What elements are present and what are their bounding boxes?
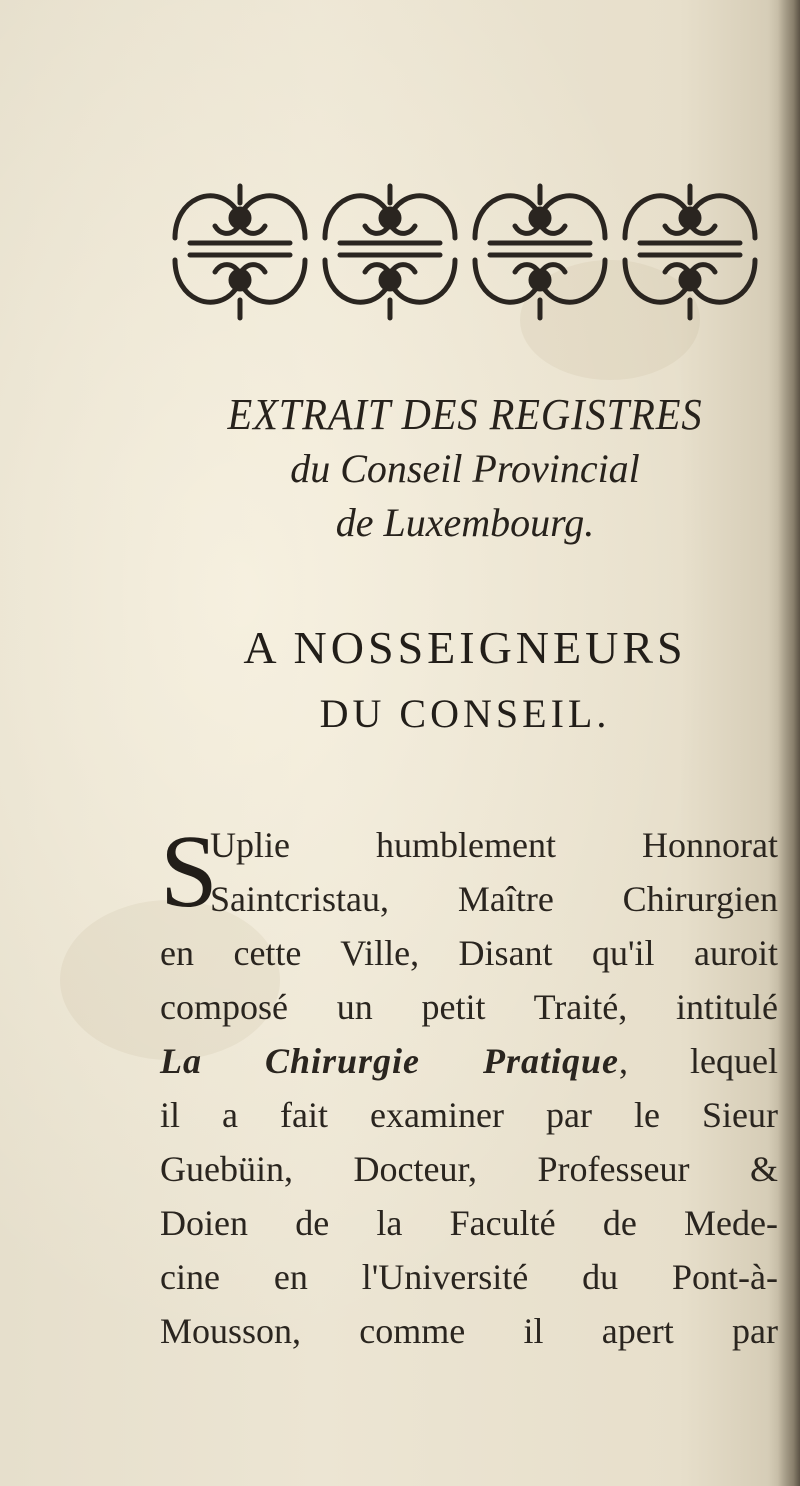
register-heading [150, 388, 780, 550]
body-line: Uplie humblement Honnorat [210, 825, 778, 865]
body-line: Saintcristau, Maître Chirurgien [210, 879, 778, 919]
fleuron-dot [681, 209, 699, 227]
book-title-tail: , lequel [619, 1041, 778, 1081]
body-line: Guebüin, Docteur, Professeur & [160, 1149, 778, 1189]
fleuron-dot [231, 271, 249, 289]
body-line: cine en l'Université du Pont-à- [160, 1257, 778, 1297]
fleuron-dot [381, 209, 399, 227]
body-line: Doien de la Faculté de Mede- [160, 1203, 778, 1243]
fleuron-dot [531, 209, 549, 227]
heading-line-1: EXTRAIT DES REGISTRES [227, 390, 703, 439]
fleuron-dot [531, 271, 549, 289]
body-line-italic-title [160, 1034, 778, 1088]
heading-line-2: du Conseil Provincial [290, 446, 640, 491]
drop-cap: S [160, 814, 218, 929]
heading-line-3: de Luxembourg. [335, 500, 595, 545]
page-edge-shadow [778, 0, 800, 1486]
addressee-line-2: DU CONSEIL. [319, 691, 611, 736]
fleuron-dot [681, 271, 699, 289]
body-line: en cette Ville, Disant qu'il auroit [160, 933, 778, 973]
fleuron-band-icon [165, 170, 765, 325]
fleuron-dot [381, 271, 399, 289]
body-line: il a fait examiner par le Sieur [160, 1095, 778, 1135]
addressee-heading [150, 615, 780, 747]
fleuron-dot [231, 209, 249, 227]
addressee-line-1: A NOSSEIGNEURS [243, 622, 687, 673]
book-title: La Chirurgie Pratique [160, 1041, 620, 1081]
petition-text [160, 814, 778, 1358]
body-line: Mousson, comme il apert par [160, 1311, 778, 1351]
body-line: composé un petit Traité, intitulé [160, 987, 778, 1027]
